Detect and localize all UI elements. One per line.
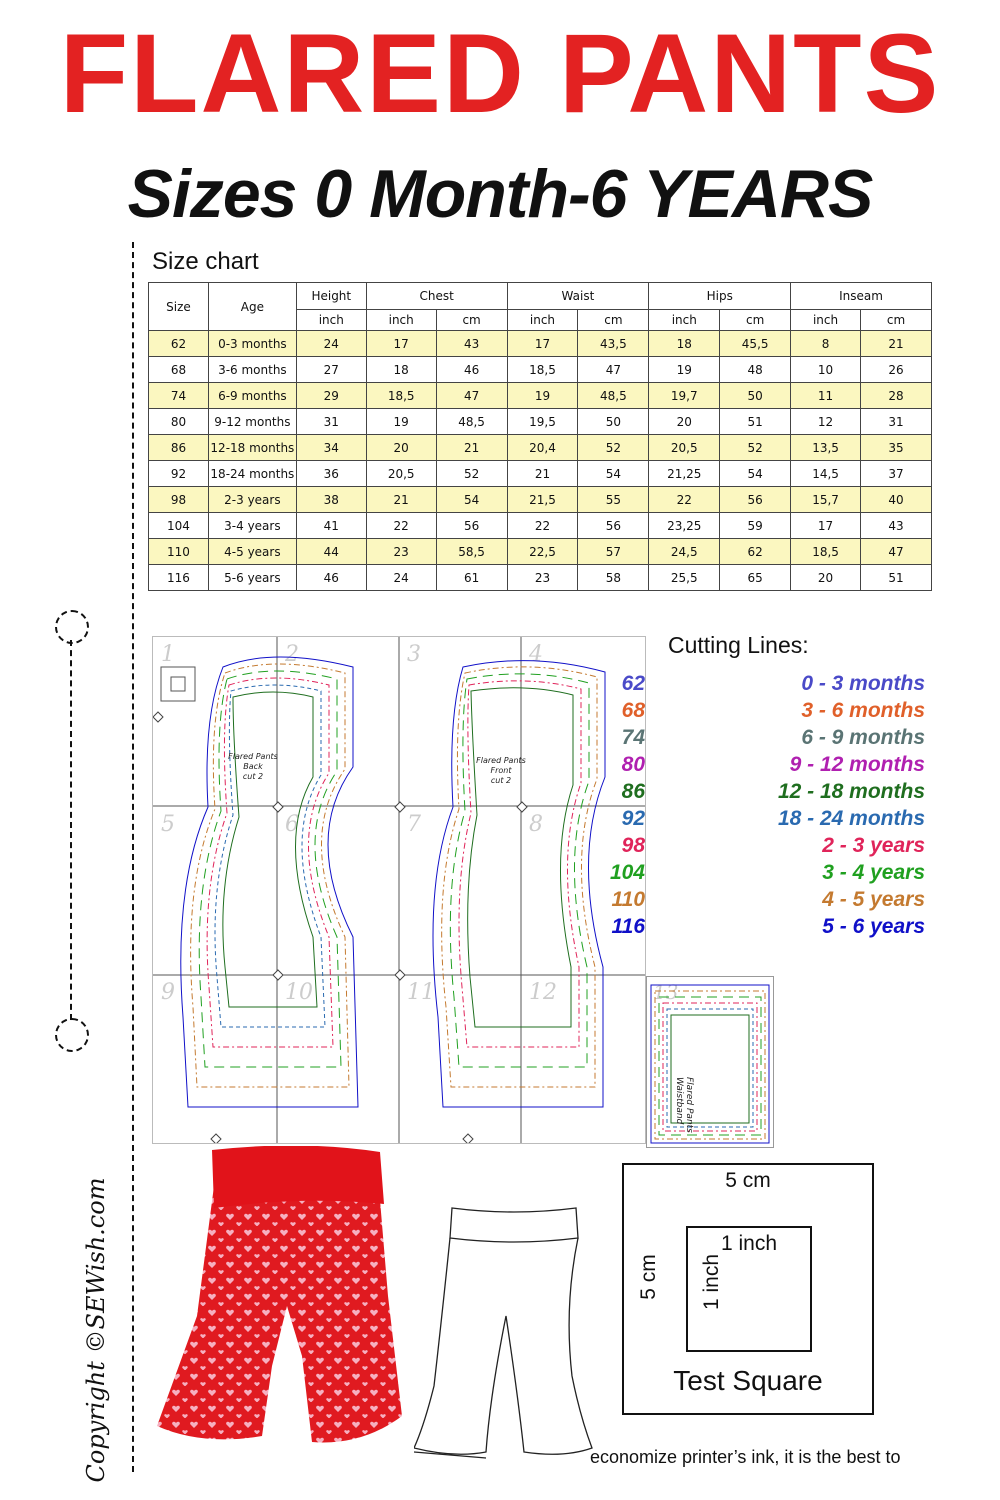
table-row (149, 357, 932, 383)
legend-item (590, 861, 970, 887)
page-number: 4 (529, 642, 543, 667)
size-chart-table (148, 282, 932, 591)
test-square-inner-label-side: 1 inch (700, 1253, 724, 1311)
table-cell: 86 (149, 435, 209, 461)
pattern-layout (152, 636, 646, 1144)
table-cell: 24 (366, 565, 436, 591)
table-cell: 43,5 (578, 331, 649, 357)
table-cell: 57 (578, 539, 649, 565)
table-cell: 19 (366, 409, 436, 435)
legend-size-number: 68 (621, 699, 645, 722)
page-number: 3 (407, 642, 421, 667)
pattern-pieces-drawing (153, 637, 645, 1143)
table-cell: 52 (720, 435, 791, 461)
legend-size-number: 92 (621, 807, 645, 830)
copyright-notice: Copyright ©SEWish.com (82, 1177, 110, 1483)
col-header-waist: Waist (507, 283, 649, 310)
table-cell: 20,5 (366, 461, 436, 487)
back-piece-label: Back (243, 762, 263, 771)
table-cell: 31 (861, 409, 932, 435)
table-cell: 21 (366, 487, 436, 513)
table-cell: 11 (791, 383, 861, 409)
table-cell: 54 (578, 461, 649, 487)
flared-pants-photo (152, 1146, 414, 1470)
waistband-pattern-page (646, 976, 774, 1148)
waistband-pattern-drawing (647, 977, 773, 1147)
table-cell: 24,5 (649, 539, 720, 565)
table-cell: 80 (149, 409, 209, 435)
table-cell: 23,25 (649, 513, 720, 539)
legend-size-number: 116 (611, 915, 645, 938)
footer-note: economize printer’s ink, it is the best to (590, 1447, 901, 1467)
table-cell: 23 (366, 539, 436, 565)
table-cell: 50 (578, 409, 649, 435)
table-cell: 59 (720, 513, 791, 539)
table-cell: 37 (861, 461, 932, 487)
table-cell: 12 (791, 409, 861, 435)
table-cell: 22,5 (507, 539, 578, 565)
table-cell: 19,5 (507, 409, 578, 435)
table-cell: 3-6 months (208, 357, 296, 383)
table-cell: 92 (149, 461, 209, 487)
test-square-inner (686, 1226, 812, 1352)
table-cell: 18,5 (791, 539, 861, 565)
legend-item (590, 834, 970, 860)
table-cell: 29 (296, 383, 366, 409)
table-cell: 56 (720, 487, 791, 513)
table-cell: 21 (436, 435, 507, 461)
legend-age-label: 12 - 18 months (777, 780, 925, 803)
size-chart-label: Size chart (152, 248, 259, 275)
legend-size-number: 62 (621, 672, 645, 695)
legend-age-label: 5 - 6 years (822, 915, 925, 938)
table-cell: 20,5 (649, 435, 720, 461)
unit-header: cm (861, 310, 932, 331)
test-square-outer-label-side: 5 cm (636, 1254, 660, 1300)
table-cell: 13,5 (791, 435, 861, 461)
waistband-label: Flared Pants (684, 1077, 694, 1133)
front-piece-label: Front (490, 766, 512, 775)
front-piece-label: Flared Pants (476, 756, 526, 765)
flared-pants-sketch (414, 1196, 594, 1462)
table-cell: 40 (861, 487, 932, 513)
waistband-label: Waistband (674, 1077, 684, 1125)
table-cell: 58,5 (436, 539, 507, 565)
table-row (149, 331, 932, 357)
test-square-caption: Test Square (673, 1365, 823, 1396)
table-cell: 47 (861, 539, 932, 565)
pants-line-drawing (414, 1196, 594, 1462)
table-cell: 22 (366, 513, 436, 539)
table-row (149, 487, 932, 513)
legend-age-label: 6 - 9 months (801, 726, 925, 749)
table-cell: 31 (296, 409, 366, 435)
cutting-lines-title: Cutting Lines: (668, 632, 809, 658)
table-cell: 6-9 months (208, 383, 296, 409)
front-piece-label: cut 2 (490, 776, 512, 785)
back-piece-label: cut 2 (242, 772, 264, 781)
legend-age-label: 3 - 6 months (801, 699, 925, 722)
table-cell: 21 (861, 331, 932, 357)
legend-age-label: 2 - 3 years (822, 834, 925, 857)
table-cell: 21,25 (649, 461, 720, 487)
legend-size-number: 110 (611, 888, 645, 911)
table-cell: 48,5 (578, 383, 649, 409)
table-cell: 48,5 (436, 409, 507, 435)
page-number: 6 (285, 812, 299, 837)
page-subtitle: Sizes 0 Month-6 YEARS (127, 156, 873, 232)
table-cell: 65 (720, 565, 791, 591)
page-number: 13 (653, 980, 679, 1004)
page-number: 10 (285, 980, 313, 1005)
unit-header: inch (507, 310, 578, 331)
table-cell: 34 (296, 435, 366, 461)
legend-item (590, 699, 970, 725)
legend-item (590, 753, 970, 779)
table-row (149, 565, 932, 591)
table-cell: 23 (507, 565, 578, 591)
table-cell: 21,5 (507, 487, 578, 513)
table-cell: 45,5 (720, 331, 791, 357)
table-cell: 47 (436, 383, 507, 409)
unit-header: inch (296, 310, 366, 331)
legend-item (590, 888, 970, 914)
page-number: 12 (529, 980, 557, 1005)
unit-header: cm (436, 310, 507, 331)
table-cell: 55 (578, 487, 649, 513)
table-cell: 38 (296, 487, 366, 513)
table-cell: 47 (578, 357, 649, 383)
table-cell: 52 (436, 461, 507, 487)
page-title: FLARED PANTS (59, 11, 941, 136)
table-cell: 20 (366, 435, 436, 461)
page-number: 2 (285, 642, 299, 667)
table-row (149, 539, 932, 565)
page-number: 9 (161, 980, 175, 1005)
table-cell: 18,5 (366, 383, 436, 409)
legend-size-number: 104 (609, 861, 645, 884)
table-cell: 21 (507, 461, 578, 487)
table-cell: 19 (507, 383, 578, 409)
table-cell: 61 (436, 565, 507, 591)
legend-item (590, 672, 970, 698)
unit-header: inch (366, 310, 436, 331)
col-header-inseam: Inseam (791, 283, 932, 310)
table-cell: 19,7 (649, 383, 720, 409)
back-piece-label: Flared Pants (228, 752, 278, 761)
table-cell: 27 (296, 357, 366, 383)
table-cell: 10 (791, 357, 861, 383)
legend-age-label: 0 - 3 months (801, 672, 925, 695)
hanging-loop-line (70, 640, 72, 1020)
col-header-hips: Hips (649, 283, 791, 310)
table-cell: 43 (861, 513, 932, 539)
legend-item (590, 726, 970, 752)
table-cell: 17 (791, 513, 861, 539)
table-cell: 22 (507, 513, 578, 539)
table-cell: 12-18 months (208, 435, 296, 461)
legend-item (590, 807, 970, 833)
table-row (149, 383, 932, 409)
cut-guide-line (132, 242, 134, 1472)
table-cell: 116 (149, 565, 209, 591)
table-cell: 28 (861, 383, 932, 409)
table-cell: 25,5 (649, 565, 720, 591)
table-cell: 35 (861, 435, 932, 461)
table-cell: 56 (578, 513, 649, 539)
table-cell: 98 (149, 487, 209, 513)
legend-item (590, 915, 970, 941)
table-cell: 18,5 (507, 357, 578, 383)
table-cell: 20 (649, 409, 720, 435)
table-row (149, 461, 932, 487)
table-cell: 48 (720, 357, 791, 383)
table-cell: 20 (791, 565, 861, 591)
table-cell: 17 (507, 331, 578, 357)
legend-age-label: 18 - 24 months (777, 807, 925, 830)
table-cell: 5-6 years (208, 565, 296, 591)
unit-header: cm (720, 310, 791, 331)
product-photo (152, 1146, 414, 1470)
table-cell: 58 (578, 565, 649, 591)
hanging-loop-bottom (55, 1018, 89, 1052)
col-header-chest: Chest (366, 283, 507, 310)
table-row (149, 409, 932, 435)
page-number: 1 (161, 642, 175, 667)
table-cell: 15,7 (791, 487, 861, 513)
table-cell: 8 (791, 331, 861, 357)
unit-header: inch (791, 310, 861, 331)
table-cell: 19 (649, 357, 720, 383)
table-cell: 62 (720, 539, 791, 565)
col-header-size: Size (149, 283, 209, 331)
table-cell: 44 (296, 539, 366, 565)
col-header-age: Age (208, 283, 296, 331)
table-cell: 18-24 months (208, 461, 296, 487)
test-square-inner-label-top: 1 inch (720, 1232, 778, 1255)
page-number: 11 (407, 980, 435, 1005)
table-cell: 46 (296, 565, 366, 591)
table-cell: 20,4 (507, 435, 578, 461)
col-header-height: Height (296, 283, 366, 310)
table-cell: 3-4 years (208, 513, 296, 539)
table-cell: 36 (296, 461, 366, 487)
table-cell: 43 (436, 331, 507, 357)
table-cell: 51 (861, 565, 932, 591)
table-cell: 2-3 years (208, 487, 296, 513)
table-cell: 9-12 months (208, 409, 296, 435)
table-cell: 54 (720, 461, 791, 487)
legend-size-number: 80 (621, 753, 645, 776)
legend-age-label: 4 - 5 years (822, 888, 925, 911)
table-row (149, 435, 932, 461)
table-cell: 26 (861, 357, 932, 383)
table-cell: 54 (436, 487, 507, 513)
table-cell: 41 (296, 513, 366, 539)
table-cell: 56 (436, 513, 507, 539)
table-cell: 62 (149, 331, 209, 357)
table-cell: 18 (366, 357, 436, 383)
legend-age-label: 3 - 4 years (822, 861, 925, 884)
table-cell: 14,5 (791, 461, 861, 487)
table-cell: 104 (149, 513, 209, 539)
table-cell: 68 (149, 357, 209, 383)
table-cell: 4-5 years (208, 539, 296, 565)
table-cell: 18 (649, 331, 720, 357)
test-square-outer-label-top: 5 cm (725, 1169, 771, 1192)
legend-age-label: 9 - 12 months (789, 753, 925, 776)
table-cell: 17 (366, 331, 436, 357)
unit-header: inch (649, 310, 720, 331)
page-number: 8 (529, 812, 543, 837)
table-cell: 46 (436, 357, 507, 383)
table-cell: 24 (296, 331, 366, 357)
table-cell: 0-3 months (208, 331, 296, 357)
page-number: 5 (161, 812, 175, 837)
legend-size-number: 98 (621, 834, 645, 857)
table-cell: 50 (720, 383, 791, 409)
legend-size-number: 74 (621, 726, 645, 749)
hanging-loop-top (55, 610, 89, 644)
legend-item (590, 780, 970, 806)
table-cell: 51 (720, 409, 791, 435)
table-row (149, 513, 932, 539)
table-cell: 52 (578, 435, 649, 461)
table-cell: 110 (149, 539, 209, 565)
legend-size-number: 86 (621, 780, 645, 803)
table-cell: 22 (649, 487, 720, 513)
table-cell: 74 (149, 383, 209, 409)
page-number: 7 (407, 812, 421, 837)
unit-header: cm (578, 310, 649, 331)
test-square-outer (622, 1163, 874, 1415)
